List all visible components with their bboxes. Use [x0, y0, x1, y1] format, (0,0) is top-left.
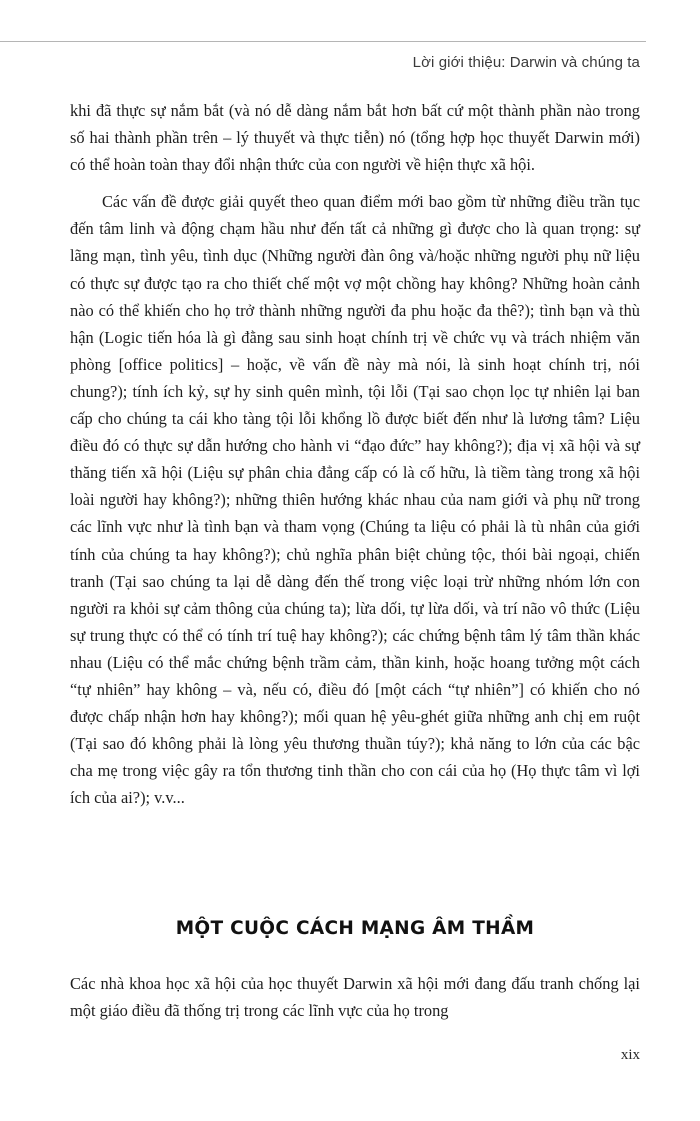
section-heading: MỘT CUỘC CÁCH MẠNG ÂM THẦM	[175, 918, 535, 939]
body-text	[70, 97, 640, 811]
header-rule	[0, 41, 646, 42]
page-number: xix	[620, 1047, 640, 1063]
section-paragraph: Các nhà khoa học xã hội của học thuyết Darwin xã hội mới đang đấu tranh chống lại một giáo điều đã thống trị trong các lĩnh vực của họ trong	[70, 974, 640, 1021]
running-head: Lời giới thiệu: Darwin và chúng ta	[412, 54, 640, 71]
section-body	[70, 970, 640, 1024]
paragraph-topics: Các vấn đề được giải quyết theo quan điểm mới bao gồm từ những điều trần tục đến tâm linh và động chạm hầu như đến tất cả những gì được cho là quan trọng: sự lãng mạn, tình yêu, tình dục (Những người đàn ông và/hoặc những người phụ nữ liệu có thực sự được tạo ra cho thiết chế một vợ một chồng hay không? Những hoàn cảnh nào có thể khiến cho họ trở thành những người đa phu hoặc đa thê?); tình bạn và thù hận (Logic tiến hóa là gì đằng sau sinh hoạt chính trị về chức vụ và trách nhiệm văn phòng [office politics] – hoặc, về vấn đề này mà nói, là sinh hoạt chính trị, nói chung?); tính ích kỷ, sự hy sinh quên mình, tội lỗi (Tại sao chọn lọc tự nhiên lại ban cấp cho chúng ta cái kho tàng tội lỗi khổng lồ được biết đến như là lương tâm? Liệu điều đó có thực sự dẫn hướng cho hành vi “đạo đức” hay không?); địa vị xã hội và sự thăng tiến xã hội (Liệu sự phân chia đẳng cấp có là cố hữu, là tiềm tàng trong xã hội loài người hay không?); những thiên hướng khác nhau của nam giới và phụ nữ trong các lĩnh vực như là tình bạn và tham vọng (Chúng ta liệu có phải là tù nhân của giới tính của chúng ta hay không?); chủ nghĩa phân biệt chủng tộc, thói bài ngoại, chiến tranh (Tại sao chúng ta lại dễ dàng đến thế trong việc loại trừ những nhóm lớn con người ra khỏi sự cảm thông của chúng ta); lừa dối, tự lừa dối, và trí não vô thức (Liệu sự trung thực có thể có tính trí tuệ hay không?); các chứng bệnh tâm lý tâm thần khác nhau (Liệu có thể mắc chứng bệnh trầm cảm, thần kinh, hoặc hoang tưởng một cách “tự nhiên” hay không – và, nếu có, điều đó [một cách “tự nhiên”] có khiến cho nó được chấp nhận hơn hay không?); mối quan hệ yêu-ghét giữa những anh chị em ruột (Tại sao đó không phải là lòng yêu thương thuần túy?); khả năng to lớn của các bậc cha mẹ trong việc gây ra tổn thương tinh thần cho con cái của họ (Họ thực tâm vì lợi ích của ai?); v.v...	[70, 192, 640, 808]
paragraph-continued: khi đã thực sự nắm bắt (và nó dễ dàng nắm bắt hơn bất cứ một thành phần nào trong số hai thành phần trên – lý thuyết và thực tiễn) nó (tổng hợp học thuyết Darwin mới) có thể hoàn toàn thay đổi nhận thức của con người về hiện thực xã hội.	[70, 101, 640, 175]
